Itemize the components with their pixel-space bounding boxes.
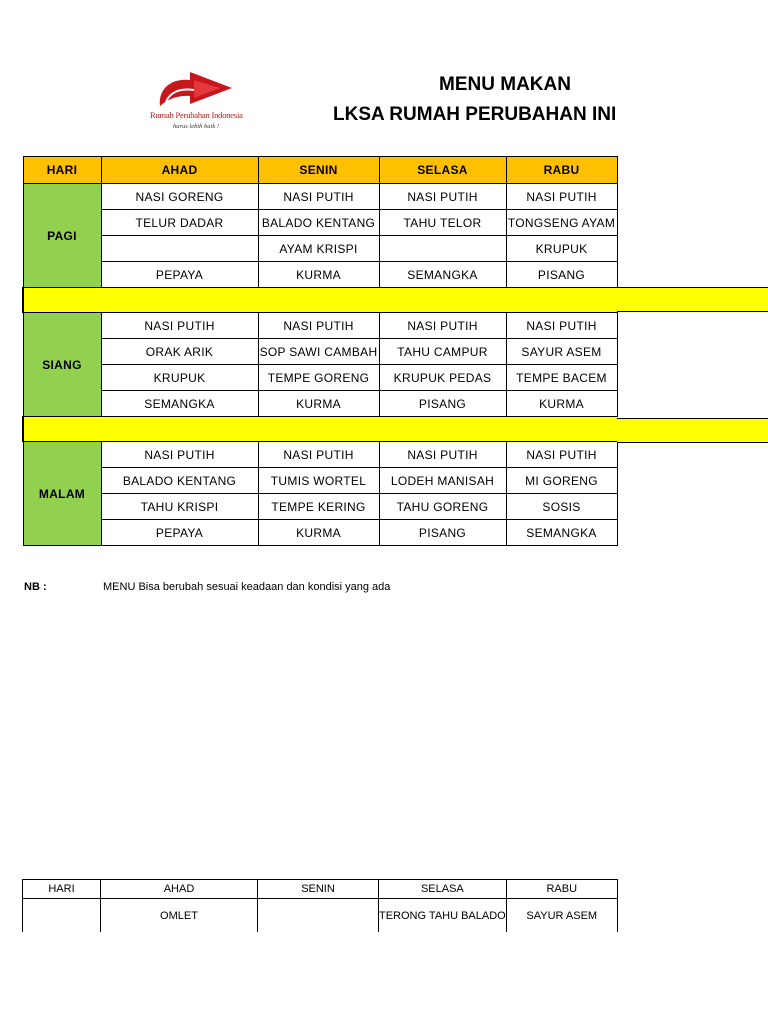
menu-cell: KRUPUK bbox=[506, 236, 617, 262]
menu-cell: SEMANGKA bbox=[506, 520, 617, 546]
column-header: RABU bbox=[506, 157, 617, 184]
menu-cell bbox=[23, 899, 101, 933]
table-header-row bbox=[23, 880, 618, 899]
menu-cell: TUMIS WORTEL bbox=[258, 468, 379, 494]
menu-cell: ORAK ARIK bbox=[101, 339, 258, 365]
menu-cell: NASI PUTIH bbox=[258, 313, 379, 339]
separator-row bbox=[23, 417, 617, 442]
column-header: HARI bbox=[23, 157, 101, 184]
menu-cell: PEPAYA bbox=[101, 520, 258, 546]
menu-cell: SOP SAWI CAMBAH bbox=[258, 339, 379, 365]
table-row bbox=[23, 365, 617, 391]
menu-cell: KRUPUK bbox=[101, 365, 258, 391]
menu-cell: SEMANGKA bbox=[379, 262, 506, 288]
menu-cell bbox=[258, 899, 379, 933]
column-header: RABU bbox=[506, 880, 617, 899]
menu-cell bbox=[379, 236, 506, 262]
column-header: SELASA bbox=[379, 880, 507, 899]
menu-cell bbox=[101, 236, 258, 262]
separator-cell bbox=[23, 417, 617, 442]
column-header: AHAD bbox=[101, 880, 258, 899]
menu-cell: TAHU TELOR bbox=[379, 210, 506, 236]
menu-cell: PISANG bbox=[379, 391, 506, 417]
menu-cell: PISANG bbox=[379, 520, 506, 546]
table-row bbox=[23, 391, 617, 417]
menu-cell: TAHU GORENG bbox=[379, 494, 506, 520]
menu-cell: NASI GORENG bbox=[101, 184, 258, 210]
menu-cell: SAYUR ASEM bbox=[506, 899, 617, 933]
meal-label-malam: MALAM bbox=[23, 442, 101, 546]
menu-cell: TEMPE GORENG bbox=[258, 365, 379, 391]
menu-cell: NASI PUTIH bbox=[258, 442, 379, 468]
menu-cell: TAHU CAMPUR bbox=[379, 339, 506, 365]
menu-cell: PISANG bbox=[506, 262, 617, 288]
page-title: MENU MAKAN bbox=[439, 74, 571, 95]
column-header: HARI bbox=[23, 880, 101, 899]
separator-row bbox=[23, 288, 617, 313]
menu-cell: SAYUR ASEM bbox=[506, 339, 617, 365]
menu-cell: OMLET bbox=[101, 899, 258, 933]
menu-cell: NASI PUTIH bbox=[506, 313, 617, 339]
table-row bbox=[23, 184, 617, 210]
menu-cell: KURMA bbox=[506, 391, 617, 417]
separator-extension bbox=[617, 418, 768, 443]
menu-cell: BALADO KENTANG bbox=[258, 210, 379, 236]
page-subtitle: LKSA RUMAH PERUBAHAN INI bbox=[333, 104, 617, 125]
table-header-row bbox=[23, 157, 617, 184]
menu-cell: KURMA bbox=[258, 391, 379, 417]
menu-cell: SEMANGKA bbox=[101, 391, 258, 417]
menu-cell: KURMA bbox=[258, 262, 379, 288]
table-row bbox=[23, 442, 617, 468]
table-row bbox=[23, 494, 617, 520]
menu-cell: TEMPE BACEM bbox=[506, 365, 617, 391]
menu-cell: NASI PUTIH bbox=[506, 184, 617, 210]
menu-cell: SOSIS bbox=[506, 494, 617, 520]
menu-cell: PEPAYA bbox=[101, 262, 258, 288]
table-row bbox=[23, 236, 617, 262]
logo-arrow-icon bbox=[150, 66, 242, 110]
meal-label-pagi: PAGI bbox=[23, 184, 101, 288]
menu-table-2 bbox=[22, 879, 618, 932]
menu-cell: TERONG TAHU BALADO bbox=[379, 899, 507, 933]
logo-brand-text: Rumah Perubahan Indonesia bbox=[150, 110, 243, 120]
table-row bbox=[23, 339, 617, 365]
separator-extension bbox=[617, 287, 768, 312]
menu-cell: TAHU KRISPI bbox=[101, 494, 258, 520]
menu-cell: LODEH MANISAH bbox=[379, 468, 506, 494]
note-text: MENU Bisa berubah sesuai keadaan dan kondisi yang ada bbox=[103, 581, 391, 593]
table-row bbox=[23, 899, 618, 933]
table-row bbox=[23, 313, 617, 339]
logo bbox=[150, 66, 242, 138]
table-row bbox=[23, 520, 617, 546]
column-header: SENIN bbox=[258, 880, 379, 899]
table-row bbox=[23, 210, 617, 236]
menu-cell: NASI PUTIH bbox=[379, 184, 506, 210]
note-label: NB : bbox=[24, 581, 47, 593]
table-row bbox=[23, 468, 617, 494]
meal-label-siang: SIANG bbox=[23, 313, 101, 417]
menu-cell: KURMA bbox=[258, 520, 379, 546]
table-row bbox=[23, 262, 617, 288]
menu-cell: BALADO KENTANG bbox=[101, 468, 258, 494]
menu-cell: TEMPE KERING bbox=[258, 494, 379, 520]
menu-cell: NASI PUTIH bbox=[506, 442, 617, 468]
menu-cell: NASI PUTIH bbox=[258, 184, 379, 210]
separator-cell bbox=[23, 288, 617, 313]
logo-tagline: harus lebih baik ! bbox=[172, 123, 220, 130]
column-header: SENIN bbox=[258, 157, 379, 184]
column-header: SELASA bbox=[379, 157, 506, 184]
menu-cell: TELUR DADAR bbox=[101, 210, 258, 236]
menu-cell: NASI PUTIH bbox=[101, 442, 258, 468]
menu-cell: TONGSENG AYAM bbox=[506, 210, 617, 236]
column-header: AHAD bbox=[101, 157, 258, 184]
menu-cell: NASI PUTIH bbox=[379, 313, 506, 339]
menu-table bbox=[22, 156, 618, 546]
menu-cell: MI GORENG bbox=[506, 468, 617, 494]
menu-cell: NASI PUTIH bbox=[101, 313, 258, 339]
menu-cell: AYAM KRISPI bbox=[258, 236, 379, 262]
menu-cell: KRUPUK PEDAS bbox=[379, 365, 506, 391]
menu-cell: NASI PUTIH bbox=[379, 442, 506, 468]
